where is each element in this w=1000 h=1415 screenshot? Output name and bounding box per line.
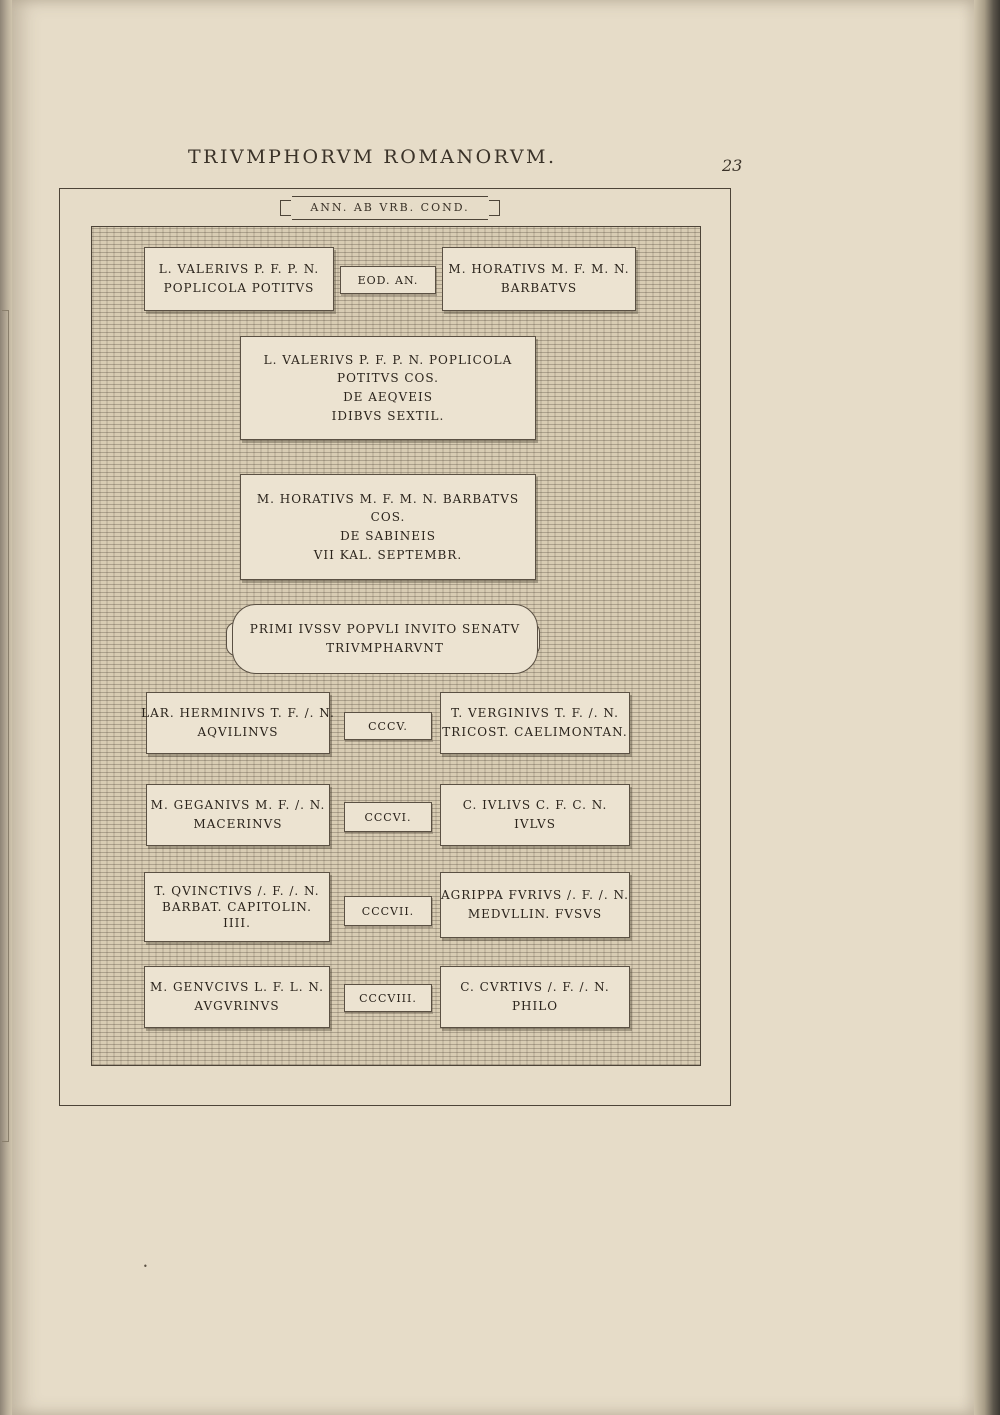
year-header-label: ANN. AB VRB. COND.: [292, 196, 488, 220]
tablet-line: L. VALERIVS P. F. P. N. POPLICOLA: [263, 352, 513, 367]
year-plaque: CCCVIII.: [344, 984, 432, 1012]
tablet-line: DE AEQVEIS: [343, 390, 433, 404]
tablet-row-right: [440, 872, 630, 938]
tablet-line: PHILO: [511, 999, 559, 1013]
tablet-line: IDIBVS SEXTIL.: [331, 408, 445, 423]
tablet-row-left: [141, 692, 335, 754]
tablet-line: M. HORATIVS M. F. M. N.: [448, 262, 630, 277]
tablet-line: DE SABINEIS: [340, 529, 436, 543]
tablet-line: POPLICOLA POTITVS: [163, 281, 315, 295]
tablet-row-right: [440, 784, 630, 846]
book-edge: [974, 0, 1000, 1415]
tablet-line: BARBAT. CAPITOLIN.: [162, 899, 312, 914]
tablet-line: C. IVLIVS C. F. C. N.: [462, 798, 608, 813]
tablet-line: AQVILINVS: [197, 725, 279, 739]
tablet-line: COS.: [370, 510, 406, 525]
tablet-line: BARBATVS: [500, 281, 578, 295]
year-plaque: CCCVII.: [344, 896, 432, 926]
tablet-line: AGRIPPA FVRIVS /. F. /. N.: [441, 888, 629, 903]
tablet-line: T. VERGINIVS T. F. /. N.: [451, 706, 619, 721]
tablet-consul-left: [144, 247, 334, 311]
tablet-line: AVGVRINVS: [194, 999, 280, 1013]
tablet-line: LAR. HERMINIVS T. F. /. N.: [141, 706, 335, 721]
tablet-triumph-horatius: [240, 474, 536, 580]
printers-mark: •: [143, 1262, 148, 1271]
tablet-line: T. QVINCTIVS /. F. /. N.: [154, 883, 320, 898]
tablet-line: MACERINVS: [193, 817, 283, 831]
tablet-row-right: [440, 692, 630, 754]
scroll-line: PRIMI IVSSV POPVLI INVITO SENATV: [249, 621, 521, 636]
year-plaque: CCCVI.: [344, 802, 432, 832]
running-head: TRIVMPHORVM ROMANORVM.: [188, 146, 557, 168]
tablet-line: L. VALERIVS P. F. P. N.: [158, 262, 320, 277]
year-plaque: CCCV.: [344, 712, 432, 740]
page-number: 23: [722, 156, 743, 175]
tablet-triumph-valerius: [240, 336, 536, 440]
tablet-row-left: [146, 784, 330, 846]
scroll-cartouche: [232, 604, 538, 674]
tablet-line: MEDVLLIN. FVSVS: [467, 907, 603, 921]
tablet-line: M. GEGANIVS M. F. /. N.: [150, 798, 326, 813]
tablet-line: M. HORATIVS M. F. M. N. BARBATVS: [256, 491, 520, 506]
tablet-consul-right: [442, 247, 636, 311]
tablet-row-left: [144, 872, 330, 942]
tablet-line: IIII.: [223, 916, 251, 931]
scroll-line: TRIVMPHARVNT: [326, 641, 444, 655]
tablet-line: IVLVS: [514, 817, 556, 831]
year-plaque: EOD. AN.: [340, 266, 436, 294]
tablet-line: C. CVRTIVS /. F. /. N.: [460, 980, 610, 995]
tablet-line: TRICOST. CAELIMONTAN.: [442, 725, 628, 739]
tablet-line: M. GENVCIVS L. F. L. N.: [150, 980, 324, 995]
tablet-row-right: [440, 966, 630, 1028]
tablet-row-left: [144, 966, 330, 1028]
previous-page-edge: [2, 310, 9, 1142]
tablet-line: VII KAL. SEPTEMBR.: [313, 547, 463, 562]
book-spine: [0, 0, 12, 1415]
tablet-line: POTITVS COS.: [337, 371, 439, 386]
